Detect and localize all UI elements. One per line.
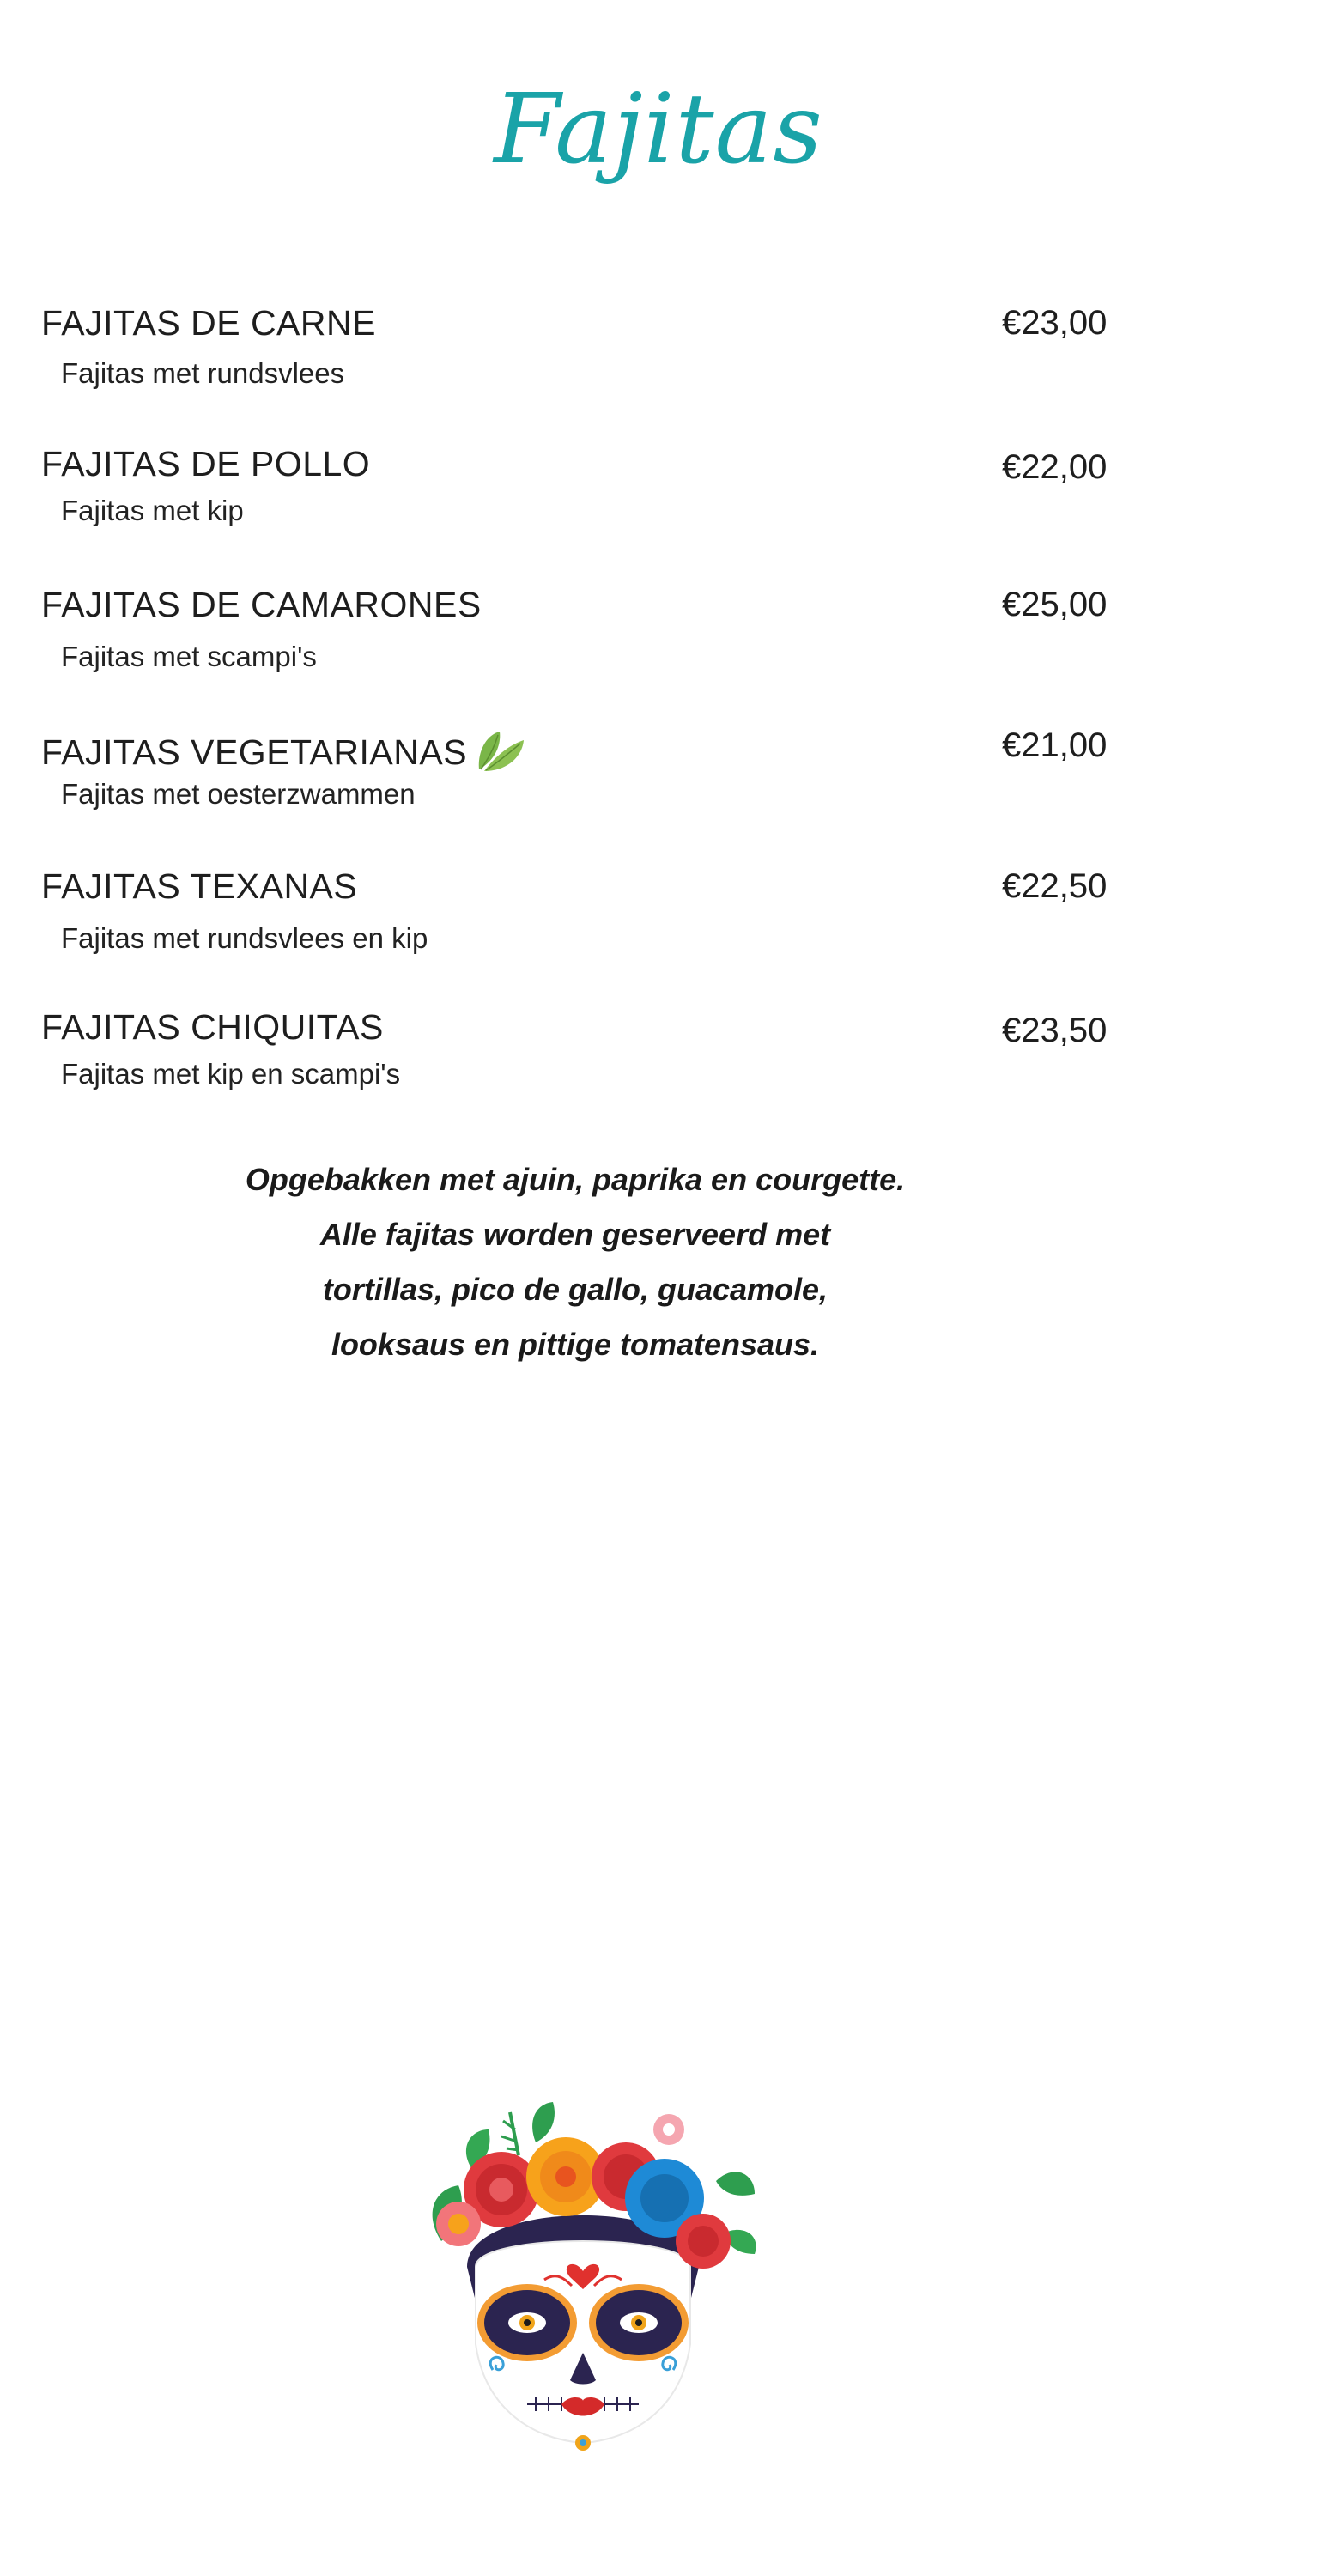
serving-note [0, 1152, 1150, 1372]
item-name: FAJITAS VEGETARIANAS [41, 732, 468, 772]
leaf-icon [474, 726, 525, 775]
item-name-row [41, 726, 525, 775]
item-price: €22,50 [1002, 867, 1108, 905]
item-name: FAJITAS CHIQUITAS [41, 1007, 384, 1047]
item-description: Fajitas met kip [61, 495, 244, 526]
menu-item [0, 866, 1317, 989]
item-name: FAJITAS TEXANAS [41, 866, 358, 906]
page-title: Fajitas [494, 74, 823, 185]
item-description: Fajitas met rundsvlees [61, 357, 345, 389]
note-line: tortillas, pico de gallo, guacamole, [322, 1272, 828, 1307]
item-price: €23,50 [1002, 1012, 1108, 1049]
item-description: Fajitas met kip en scampi's [61, 1058, 401, 1090]
item-description: Fajitas met rundsvlees en kip [61, 922, 428, 954]
item-price: €21,00 [1002, 726, 1108, 764]
note-line: Alle fajitas worden geserveerd met [319, 1217, 831, 1252]
item-description: Fajitas met oesterzwammen [61, 778, 416, 810]
item-price: €25,00 [1002, 586, 1108, 623]
menu-item [0, 444, 1317, 567]
menu-item [0, 1007, 1317, 1130]
item-name: FAJITAS DE POLLO [41, 444, 371, 483]
item-price: €22,00 [1002, 448, 1108, 486]
item-name: FAJITAS DE CARNE [41, 303, 376, 343]
item-price: €23,00 [1002, 304, 1108, 342]
item-description: Fajitas met scampi's [61, 641, 317, 672]
note-line: looksaus en pittige tomatensaus. [331, 1327, 820, 1362]
item-name: FAJITAS DE CAMARONES [41, 585, 482, 624]
menu-item [0, 587, 1317, 708]
note-line: Opgebakken met ajuin, paprika en courgette. [245, 1162, 906, 1197]
menu-item [0, 726, 1317, 847]
menu-item [0, 303, 1317, 426]
sugar-skull-icon [407, 2095, 764, 2473]
